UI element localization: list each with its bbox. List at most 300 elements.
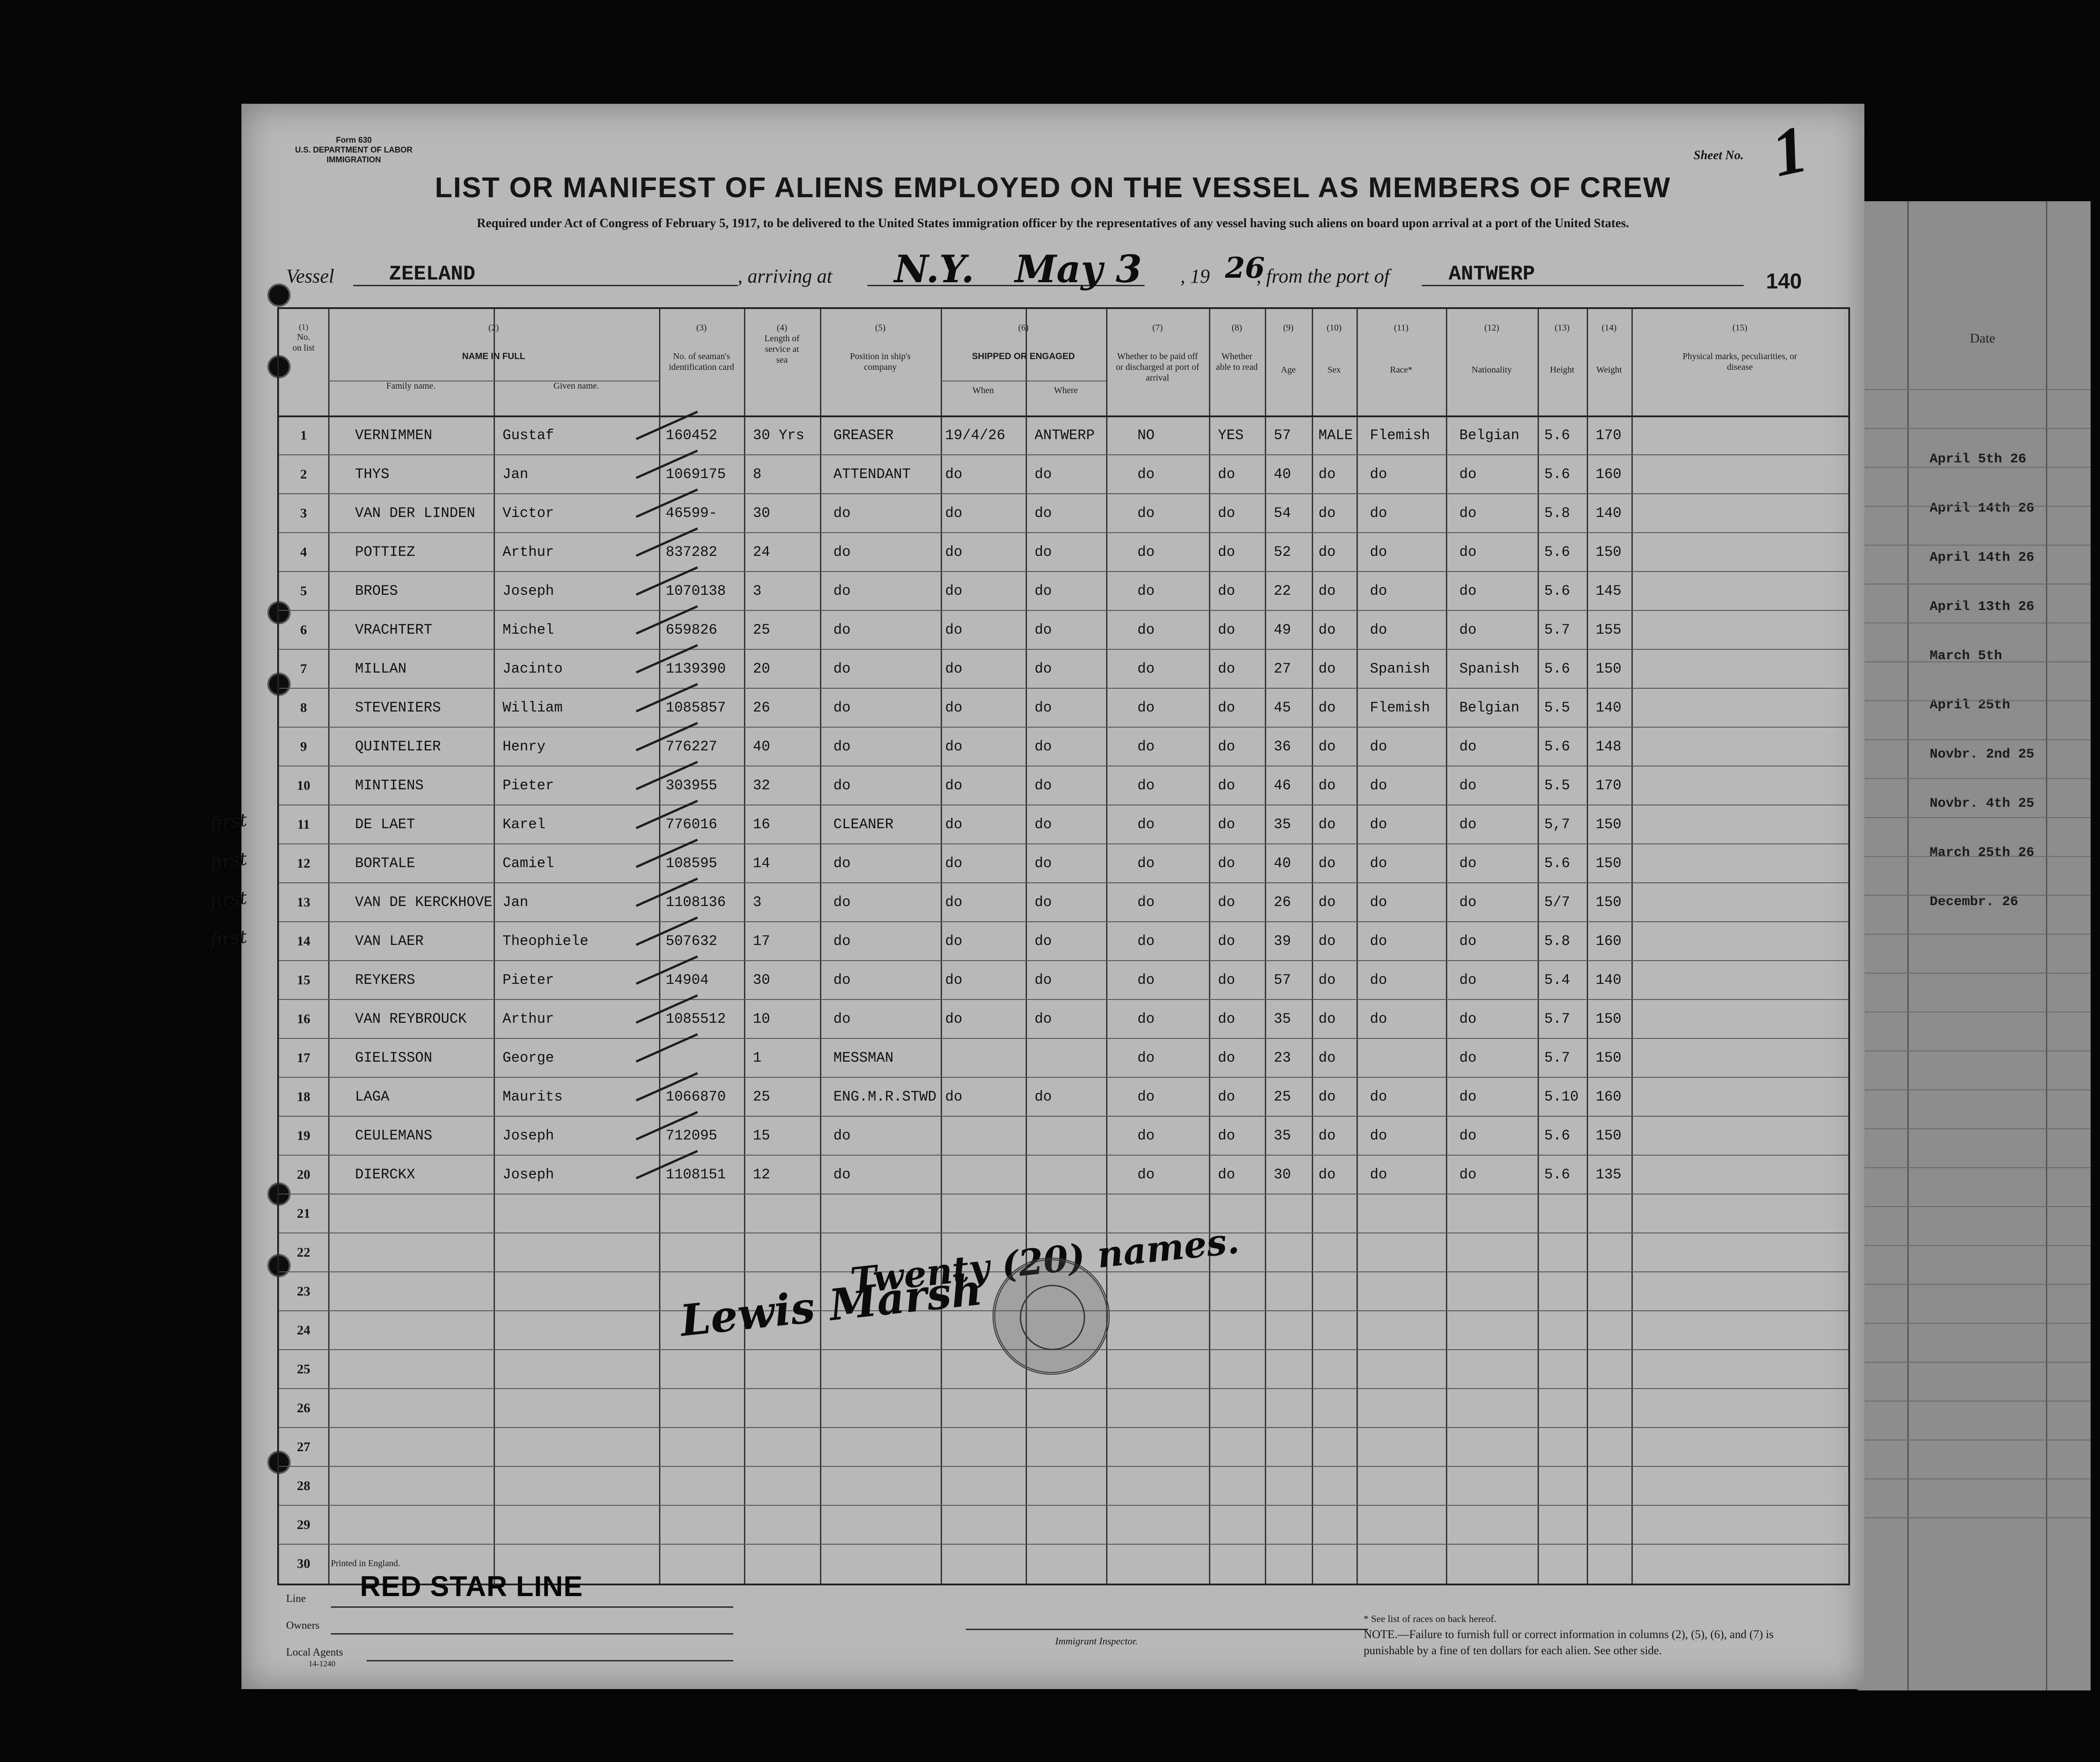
family-name-cell: STEVENIERS [355,699,441,716]
underlying-sheet-row-rule [1858,973,2091,974]
paid-off-cell: do [1137,466,1155,483]
family-name-cell: POTTIEZ [355,544,415,560]
able-to-read-cell: do [1218,972,1235,988]
nationality-cell: do [1459,622,1477,638]
row-number: 7 [300,661,307,676]
card-number-cell: 160452 [666,427,718,444]
able-to-read-cell: do [1218,505,1235,521]
total-names-annotation: Twenty (20) names. [848,1219,1241,1302]
line-underline [331,1606,733,1608]
height-cell: 5.6 [1544,583,1570,599]
col-header-race: (11) Race* [1390,323,1412,375]
position-cell: do [833,855,851,872]
table-column-rule [941,309,942,1584]
sex-cell: MALE [1318,427,1353,444]
shipped-when-cell: do [945,855,963,872]
height-cell: 5.4 [1544,972,1570,988]
position-cell: do [833,738,851,755]
position-cell: do [833,1166,851,1183]
able-to-read-cell: do [1218,1011,1235,1027]
service-cell: 30 [753,505,770,521]
weight-cell: 160 [1596,933,1622,949]
arrival-date-value: May 3 [1015,247,1142,291]
shipped-when-cell: do [945,661,963,677]
weight-cell: 150 [1596,1127,1622,1144]
printed-in-label: Printed in England. [331,1559,400,1568]
shipped-where-cell: do [1035,855,1052,872]
underlying-sheet-row-rule [1858,895,2091,896]
table-row-rule [279,766,1848,767]
underlying-sheet-header: Date [1970,331,1995,346]
row-number: 4 [300,545,307,559]
given-name-cell: Karel [503,816,546,833]
shipped-when-cell: do [945,583,963,599]
underlying-sheet-row-rule [1858,700,2091,701]
table-row-rule [279,454,1848,455]
position-cell: ENG.M.R.STWD [833,1089,937,1105]
underlying-sheet-date: March 25th 26 [1930,845,2035,860]
family-name-cell: DIERCKX [355,1166,415,1183]
nationality-cell: do [1459,855,1477,872]
underlying-sheet-row-rule [1858,389,2091,390]
age-cell: 52 [1274,544,1291,560]
position-cell: do [833,777,851,794]
col-header-sex: (10) Sex [1327,323,1342,375]
nationality-cell: do [1459,544,1477,560]
penalty-note: NOTE.—Failure to furnish full or correct information in columns (2), (5), (6), and (7) is punishable by a fine of ten dollars for each alien. See other side. [1364,1628,1774,1657]
family-name-cell: VAN DER LINDEN [355,505,475,521]
race-cell: do [1370,1166,1387,1183]
family-name-cell: VAN REYBROUCK [355,1011,467,1027]
given-name-cell: Jacinto [503,661,563,677]
age-cell: 40 [1274,855,1291,872]
nationality-cell: Belgian [1459,699,1520,716]
race-cell: do [1370,933,1387,949]
row-number: 24 [297,1323,310,1338]
underlying-sheet-row-rule [1858,545,2091,546]
paid-off-cell: do [1137,816,1155,833]
bureau-name: IMMIGRATION [326,155,381,164]
inspector-label: Immigrant Inspector. [1055,1635,1138,1647]
age-cell: 54 [1274,505,1291,521]
given-name-cell: Arthur [503,544,554,560]
race-cell: Spanish [1370,661,1430,677]
height-cell: 5.7 [1544,622,1570,638]
given-name-cell: Victor [503,505,554,521]
weight-cell: 155 [1596,622,1622,638]
shipped-when-cell: do [945,466,963,483]
shipped-where-cell: do [1035,933,1052,949]
service-cell: 8 [753,466,762,483]
form-code: 14-1240 [308,1659,335,1668]
race-cell: Flemish [1370,427,1430,444]
able-to-read-cell: do [1218,777,1235,794]
table-row-rule [279,1038,1848,1039]
age-cell: 35 [1274,1011,1291,1027]
service-cell: 24 [753,544,770,560]
able-to-read-cell: do [1218,661,1235,677]
sheet-number-label: Sheet No. [1694,148,1744,162]
table-column-rule [1106,309,1107,1584]
given-name-cell: George [503,1050,554,1066]
from-port-label: , from the port of [1256,265,1390,287]
age-cell: 22 [1274,583,1291,599]
underlying-sheet-date: April 13th 26 [1930,599,2035,614]
position-cell: do [833,1127,851,1144]
underlying-sheet-date: Novbr. 4th 25 [1930,796,2035,811]
table-row-rule [279,1427,1848,1428]
able-to-read-cell: do [1218,894,1235,911]
able-to-read-cell: do [1218,466,1235,483]
able-to-read-cell: do [1218,933,1235,949]
table-row-rule [279,571,1848,572]
race-cell: do [1370,816,1387,833]
year-value: 26 [1225,251,1265,285]
nationality-cell: do [1459,1127,1477,1144]
table-row-rule [279,882,1848,883]
given-name-cell: Camiel [503,855,554,872]
shipped-when-cell: do [945,816,963,833]
weight-cell: 170 [1596,427,1622,444]
nationality-cell: do [1459,816,1477,833]
race-cell: do [1370,1089,1387,1105]
weight-cell: 150 [1596,816,1622,833]
weight-cell: 150 [1596,544,1622,560]
given-name-cell: Joseph [503,1166,554,1183]
paid-off-cell: do [1137,622,1155,638]
given-name-cell: Gustaf [503,427,554,444]
card-number-cell: 14904 [666,972,709,988]
row-number: 27 [297,1440,310,1454]
underlying-sheet-row-rule [1858,1089,2091,1090]
age-cell: 45 [1274,699,1291,716]
shipped-where-cell: do [1035,738,1052,755]
age-cell: 46 [1274,777,1291,794]
vessel-name: ZEELAND [389,263,476,286]
card-number-cell: 46599- [666,505,718,521]
race-cell: do [1370,544,1387,560]
height-cell: 5.6 [1544,738,1570,755]
table-column-rule [494,309,495,1584]
height-cell: 5.8 [1544,505,1570,521]
col-header-position: (5) Position in ship's company [850,323,911,372]
row-number: 1 [300,428,307,443]
underlying-sheet [1855,201,2091,1690]
col-header-paid-off: (7) Whether to be paid off or discharged at port of arrival [1115,323,1200,383]
sex-cell: do [1318,1127,1336,1144]
underlying-sheet-row-rule [1858,1206,2091,1207]
table-row-rule [279,1155,1848,1156]
paid-off-cell: do [1137,699,1155,716]
sex-cell: do [1318,816,1336,833]
position-cell: do [833,544,851,560]
table-column-rule [1356,309,1358,1584]
underlying-sheet-row-rule [1858,1401,2091,1402]
table-row-rule [279,1077,1848,1078]
paid-off-cell: do [1137,972,1155,988]
weight-cell: 170 [1596,777,1622,794]
height-cell: 5.6 [1544,427,1570,444]
given-name-cell: Joseph [503,583,554,599]
underlying-sheet-column [1907,201,1909,1690]
col-header-weight: (14) Weight [1596,323,1622,375]
departure-port-value: ANTWERP [1449,263,1535,286]
service-cell: 32 [753,777,770,794]
sex-cell: do [1318,855,1336,872]
sex-cell: do [1318,1166,1336,1183]
row-number: 20 [297,1167,310,1182]
department-name: U.S. DEPARTMENT OF LABOR [295,145,413,154]
height-cell: 5.5 [1544,699,1570,716]
service-cell: 3 [753,583,762,599]
shipped-where-cell: do [1035,1011,1052,1027]
table-column-rule [744,309,745,1584]
table-row-rule [279,999,1848,1000]
family-name-cell: CEULEMANS [355,1127,432,1144]
weight-cell: 140 [1596,972,1622,988]
row-number: 17 [297,1050,310,1065]
paid-off-cell: do [1137,661,1155,677]
able-to-read-cell: do [1218,1127,1235,1144]
height-cell: 5.6 [1544,544,1570,560]
weight-cell: 150 [1596,1011,1622,1027]
sex-cell: do [1318,583,1336,599]
table-row-rule [279,1466,1848,1467]
row-number: 23 [297,1284,310,1299]
family-name-cell: BORTALE [355,855,415,872]
crew-table [277,307,1850,1585]
given-name-cell: Pieter [503,777,554,794]
underlying-sheet-date: Novbr. 2nd 25 [1930,747,2035,762]
shipped-when-cell: do [945,972,963,988]
able-to-read-cell: do [1218,738,1235,755]
table-row-rule [279,960,1848,961]
sex-cell: do [1318,544,1336,560]
underlying-sheet-row-rule [1858,856,2091,857]
row-number: 28 [297,1478,310,1493]
position-cell: CLEANER [833,816,894,833]
given-name-cell: Arthur [503,1011,554,1027]
service-cell: 25 [753,622,770,638]
family-name-cell: MINTIENS [355,777,424,794]
able-to-read-cell: do [1218,699,1235,716]
family-name-cell: VERNIMMEN [355,427,432,444]
age-cell: 49 [1274,622,1291,638]
given-name-cell: Maurits [503,1089,563,1105]
height-cell: 5.8 [1544,933,1570,949]
year-prefix: , 19 [1180,265,1210,287]
table-row-rule [279,1388,1848,1389]
able-to-read-cell: do [1218,1166,1235,1183]
page-number: 140 [1766,270,1802,293]
race-note: * See list of races on back hereof. [1364,1613,1496,1624]
col-header-number: (1) No. on list [292,322,315,353]
able-to-read-cell: do [1218,816,1235,833]
inspector-underline [966,1629,1368,1630]
card-number-cell: 712095 [666,1127,718,1144]
col-header-family-name: Family name. [386,381,435,391]
race-cell: do [1370,972,1387,988]
height-cell: 5.7 [1544,1050,1570,1066]
shipped-where-cell: do [1035,661,1052,677]
underlying-sheet-row-rule [1858,1478,2091,1479]
family-name-cell: REYKERS [355,972,415,988]
nationality-cell: do [1459,738,1477,755]
weight-cell: 140 [1596,505,1622,521]
shipped-when-cell: do [945,777,963,794]
shipped-when-cell: do [945,544,963,560]
table-column-rule [1026,309,1027,1584]
race-cell: do [1370,622,1387,638]
table-row-rule [279,727,1848,728]
shipped-where-cell: do [1035,816,1052,833]
paid-off-cell: do [1137,505,1155,521]
able-to-read-cell: do [1218,855,1235,872]
row-number: 18 [297,1089,310,1104]
position-cell: do [833,622,851,638]
service-cell: 14 [753,855,770,872]
age-cell: 57 [1274,427,1291,444]
height-cell: 5.6 [1544,661,1570,677]
position-cell: do [833,699,851,716]
race-cell: do [1370,1011,1387,1027]
shipped-where-cell: do [1035,699,1052,716]
weight-cell: 150 [1596,1050,1622,1066]
paid-off-cell: do [1137,583,1155,599]
card-number-cell: 1066870 [666,1089,726,1105]
paid-off-cell: do [1137,1166,1155,1183]
underlying-sheet-row-rule [1858,739,2091,740]
shipped-where-cell: do [1035,1089,1052,1105]
underlying-sheet-row-rule [1858,467,2091,468]
age-cell: 26 [1274,894,1291,911]
table-row-rule [279,1505,1848,1506]
given-name-cell: Michel [503,622,554,638]
margin-note: first [209,926,248,951]
binder-hole [267,284,291,307]
shipped-when-cell: do [945,1089,963,1105]
underlying-sheet-row-rule [1858,1362,2091,1363]
line-label: Line [286,1593,306,1605]
service-cell: 1 [753,1050,762,1066]
card-number-cell: 776227 [666,738,718,755]
row-number: 8 [300,700,307,715]
sex-cell: do [1318,505,1336,521]
row-number: 22 [297,1245,310,1260]
service-cell: 10 [753,1011,770,1027]
family-name-cell: DE LAET [355,816,415,833]
nationality-cell: do [1459,583,1477,599]
weight-cell: 150 [1596,661,1622,677]
table-row-rule [279,921,1848,922]
weight-cell: 140 [1596,699,1622,716]
shipped-where-cell: do [1035,583,1052,599]
family-name-cell: VAN DE KERCKHOVE [355,894,493,911]
paid-off-cell: do [1137,777,1155,794]
weight-cell: 160 [1596,466,1622,483]
table-row-rule [279,610,1848,611]
row-number: 9 [300,739,307,754]
table-row-rule [279,1544,1848,1545]
underlying-sheet-date: March 5th [1930,648,2003,664]
underlying-sheet-row-rule [1858,934,2091,935]
age-cell: 36 [1274,738,1291,755]
row-number: 3 [300,506,307,521]
col-header-read: (8) Whether able to read [1216,323,1258,372]
row-number: 5 [300,584,307,598]
row-number: 26 [297,1401,310,1415]
paid-off-cell: do [1137,1089,1155,1105]
card-number-cell: 1108151 [666,1166,726,1183]
underlying-sheet-row-rule [1858,1128,2091,1129]
agents-underline [367,1660,733,1661]
card-number-cell: 108595 [666,855,718,872]
line-stamp: RED STAR LINE [360,1570,583,1602]
card-number-cell: 303955 [666,777,718,794]
nationality-cell: Spanish [1459,661,1520,677]
race-cell: do [1370,1127,1387,1144]
table-row-rule [279,532,1848,533]
position-cell: ATTENDANT [833,466,911,483]
sheet-number-value: 1 [1765,111,1814,191]
sex-cell: do [1318,1050,1336,1066]
nationality-cell: do [1459,933,1477,949]
able-to-read-cell: do [1218,583,1235,599]
sex-cell: do [1318,622,1336,638]
card-number-cell: 1070138 [666,583,726,599]
service-cell: 40 [753,738,770,755]
document-title: LIST OR MANIFEST OF ALIENS EMPLOYED ON THE VESSEL AS MEMBERS OF CREW [435,171,1671,203]
weight-cell: 150 [1596,855,1622,872]
sex-cell: do [1318,699,1336,716]
family-name-cell: VRACHTERT [355,622,432,638]
shipped-where-cell: do [1035,505,1052,521]
nationality-cell: Belgian [1459,427,1520,444]
manifest-page [209,104,1864,1689]
able-to-read-cell: do [1218,1089,1235,1105]
nationality-cell: do [1459,505,1477,521]
row-number: 19 [297,1128,310,1143]
col-header-age: (9) Age [1280,323,1296,375]
able-to-read-cell: do [1218,622,1235,638]
row-number: 13 [297,895,310,910]
age-cell: 35 [1274,1127,1291,1144]
margin-note: first [209,809,248,834]
weight-cell: 150 [1596,894,1622,911]
underlying-sheet-row-rule [1858,661,2091,662]
row-number: 15 [297,973,310,987]
row-number: 2 [300,467,307,482]
shipped-when-cell: 19/4/26 [945,427,1006,444]
family-name-cell: GIELISSON [355,1050,432,1066]
paid-off-cell: do [1137,933,1155,949]
row-number: 30 [297,1556,310,1571]
table-column-rule [1631,309,1633,1584]
underlying-sheet-row-rule [1858,1323,2091,1324]
weight-cell: 148 [1596,738,1622,755]
given-name-cell: Henry [503,738,546,755]
card-number-cell: 1085857 [666,699,726,716]
shipped-where-cell: do [1035,466,1052,483]
sex-cell: do [1318,1089,1336,1105]
table-column-rule [1312,309,1313,1584]
shipped-when-cell: do [945,505,963,521]
table-row-rule [279,843,1848,844]
underlying-sheet-date: April 25th [1930,698,2011,713]
position-cell: GREASER [833,427,894,444]
service-cell: 12 [753,1166,770,1183]
card-number-cell: 1069175 [666,466,726,483]
